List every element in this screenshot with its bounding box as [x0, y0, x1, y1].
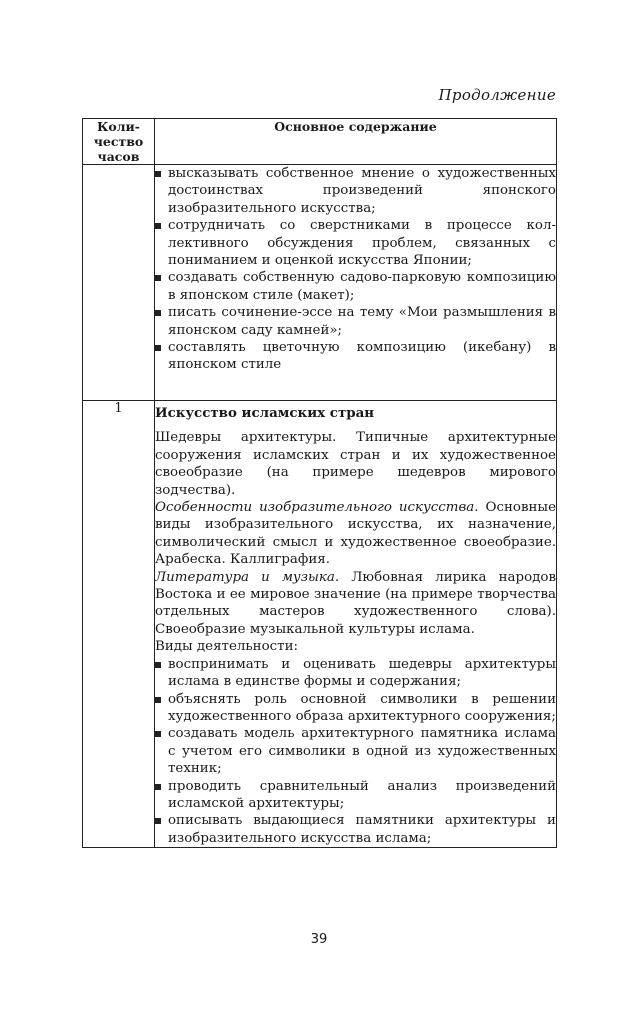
paragraph-lead: Литература и музыка. [155, 569, 340, 585]
list-item: создавать модель архитектурного памятника ислама с учетом его символики в одной из художественных техник; [155, 725, 556, 777]
topic-title: Искусство исламских стран [155, 405, 375, 421]
continuation-label: Продолжение [438, 86, 556, 104]
list-item: составлять цветочную композицию (икебану) в японском стиле [155, 339, 556, 374]
paragraph-body: Любовная лирика народов Востока и ее мировое значение (на примере творчества отдельных мастеров художественного слова). Своеобразие музыкальной культуры ислама. [155, 569, 556, 637]
list-item: создавать собственную садово-парковую композицию в японском стиле (макет); [155, 269, 556, 304]
curriculum-table [82, 118, 557, 848]
page-number: 39 [310, 932, 328, 947]
hours-cell [83, 165, 155, 401]
paragraph-literature [155, 569, 556, 639]
hours-cell: 1 [83, 401, 155, 848]
list-item: воспринимать и оценивать шедевры архитектуры ислама в единстве формы и содержания; [155, 656, 556, 691]
activities-label: Виды деятельности: [155, 639, 299, 655]
list-item: описывать выдающиеся памятники архитектуры и изобразительного искусства ислама; [155, 812, 556, 847]
content-cell [155, 165, 557, 401]
list-item: сотрудничать со сверстниками в процессе коллективного обсуждения проблем, связанных с пониманием и оценкой искусства Японии; [155, 217, 556, 269]
list-item: проводить сравнительный анализ произведений исламской архитектуры; [155, 778, 556, 813]
table-row [83, 165, 557, 401]
paragraph-architecture: Шедевры архитектуры. Типичные архитектурные сооружения исламских стран и их художественное своеобразие (на примере шедевров мирового зодчества). [155, 430, 556, 498]
column-header-hours-text: Коли- чество часов [93, 119, 144, 164]
content-cell [155, 401, 557, 848]
column-header-content: Основное содержание [155, 119, 557, 165]
activity-list [155, 656, 556, 847]
activity-list [155, 165, 556, 374]
paragraph-lead: Особенности изобразительного искусства. [155, 500, 479, 516]
table-header-row [83, 119, 557, 165]
column-header-hours [83, 119, 155, 165]
paragraph-body: Основные виды изобразительного искусства, их назначение, символический смысл и художественное своеобразие. Арабеска. Каллиграфия. [155, 500, 556, 568]
list-item: объяснять роль основной символики в решении художественного образа архитектурного сооружения; [155, 691, 556, 726]
paragraph-fine-art [155, 499, 556, 569]
table-row [83, 401, 557, 848]
list-item: писать сочинение-эссе на тему «Мои размышления в японском саду камней»; [155, 304, 556, 339]
list-item: высказывать собственное мнение о художественных достоинствах произведений японского изобразительного искусства; [155, 165, 556, 217]
